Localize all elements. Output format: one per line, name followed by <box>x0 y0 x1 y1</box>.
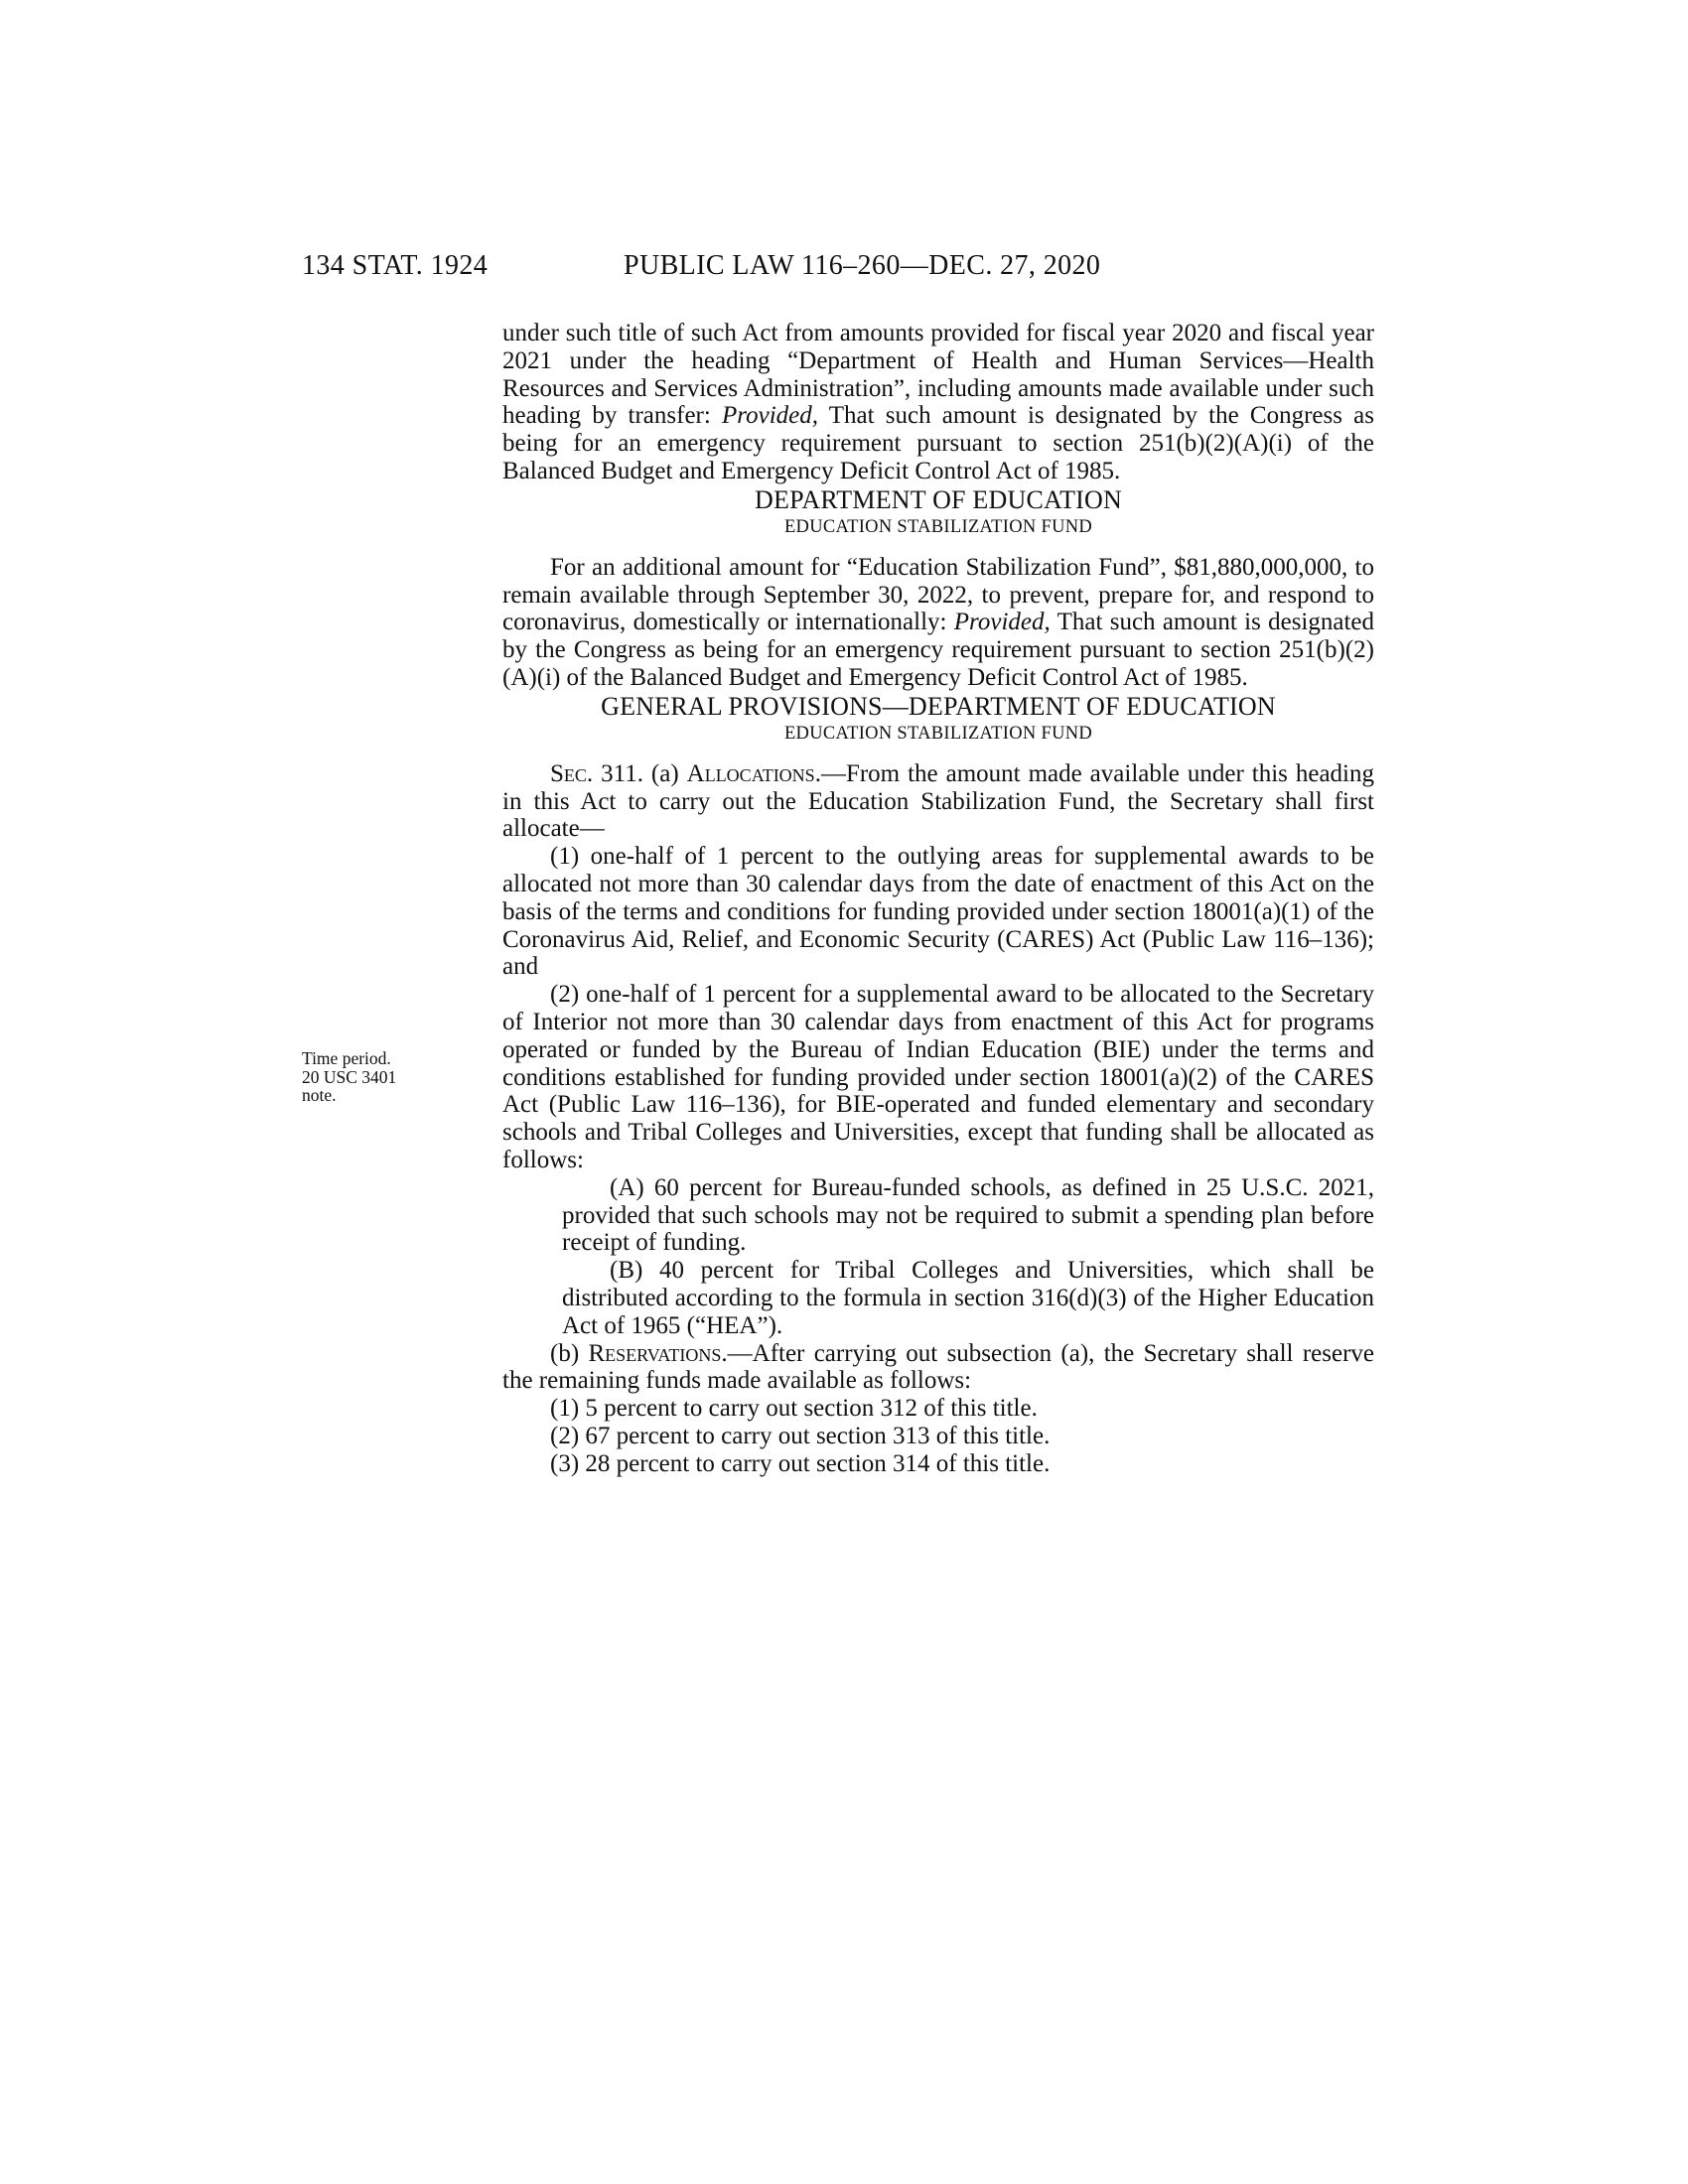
subsection-text: .—After carrying out subsection (a), the Secretary shall reserve the remaining funds made available as follows: <box>502 1339 1374 1395</box>
page-header <box>302 246 1424 286</box>
subsection-heading: Allocations <box>686 759 815 787</box>
intro-paragraph <box>502 320 1374 485</box>
fund-text: For an additional amount for “Education Stabilization Fund”, $81,880,000,000, to remain available through September 30, 2022, to prevent, prepare for, and respond to coronavirus, domestically or internationally: <box>502 553 1374 636</box>
fund-text: That such amount is designated by the Congress as being for an emergency requirement pursuant to section 251(b)(2)(A)(i) of the Balanced Budget and Emergency Deficit Control Act of 1985. <box>502 609 1375 691</box>
fund-heading: EDUCATION STABILIZATION FUND <box>783 723 1093 744</box>
section-311-a <box>502 760 1374 843</box>
department-heading: DEPARTMENT OF EDUCATION <box>755 484 1122 514</box>
body-text <box>502 320 1374 1477</box>
allocation-item-a: (A) 60 percent for Bureau-funded schools, as defined in 25 U.S.C. 2021, provided that such schools may not be required to submit a spending plan before receipt of funding. <box>562 1173 1374 1257</box>
subsection-text: .—From the amount made available under this heading in this Act to carry out the Education Stabilization Fund, the Secretary shall first allocate— <box>502 759 1374 843</box>
allocation-item-2: (2) one-half of 1 percent for a supplemental award to be allocated to the Secretary of Interior not more than 30 calendar days from enactment of this Act for programs operated or funded by the Bureau of Indian Education (BIE) under the terms and conditions established for funding provided under section 18001(a)(2) of the CARES Act (Public Law 116–136), for BIE-operated and funded elementary and secondary schools and Tribal Colleges and Universities, except that funding shall be allocated as follows: <box>502 981 1374 1173</box>
fund-heading: EDUCATION STABILIZATION FUND <box>783 516 1093 537</box>
allocation-item-b: (B) 40 percent for Tribal Colleges and Universities, which shall be distributed according to the formula in section 316(d)(3) of the Higher Education Act of 1965 (“HEA”). <box>562 1257 1374 1339</box>
statute-page-number: 134 STAT. 1924 <box>302 250 489 281</box>
reservation-item-2: (2) 67 percent to carry out section 313 of this title. <box>550 1422 1051 1449</box>
general-provisions-heading: GENERAL PROVISIONS—DEPARTMENT OF EDUCATION <box>601 691 1276 721</box>
margin-note-line: 20 USC 3401 <box>302 1066 397 1087</box>
section-311-b <box>502 1340 1374 1396</box>
allocation-item-1: (1) one-half of 1 percent to the outlying areas for supplemental awards to be allocated not more than 30 calendar days from the date of enactment of this Act on the basis of the terms and conditions for funding provided under section 18001(a)(1) of the Coronavirus Aid, Relief, and Economic Security (CARES) Act (Public Law 116–136); and <box>502 843 1374 981</box>
margin-note-line: Time period. <box>302 1048 391 1068</box>
provided-italic: Provided, <box>953 609 1051 636</box>
intro-text: That such amount is designated by the Congress as being for an emergency requirement pursuant to section 251(b)(2)(A)(i) of the Balanced Budget and Emergency Deficit Control Act of 1985. <box>502 402 1374 484</box>
section-number: 311. (a) <box>593 759 687 787</box>
margin-note-line: note. <box>302 1085 337 1105</box>
subsection-prefix: (b) <box>550 1339 589 1367</box>
public-law-title: PUBLIC LAW 116–260—DEC. 27, 2020 <box>624 250 1101 281</box>
fund-paragraph <box>502 554 1374 692</box>
provided-italic: Provided, <box>722 402 818 430</box>
reservation-item-1: (1) 5 percent to carry out section 312 of this title. <box>550 1395 1038 1423</box>
intro-text: under such title of such Act from amounts provided for fiscal year 2020 and fiscal year 2021 under the heading “Department of Health and Human Services—Health Resources and Services Administration”, including amounts made available under such heading by transfer: <box>502 320 1374 430</box>
reservation-item-3: (3) 28 percent to carry out section 314 of this title. <box>550 1449 1051 1477</box>
section-label: Sec. <box>550 759 594 787</box>
subsection-heading: Reservations <box>588 1339 722 1367</box>
margin-note <box>302 1049 441 1105</box>
